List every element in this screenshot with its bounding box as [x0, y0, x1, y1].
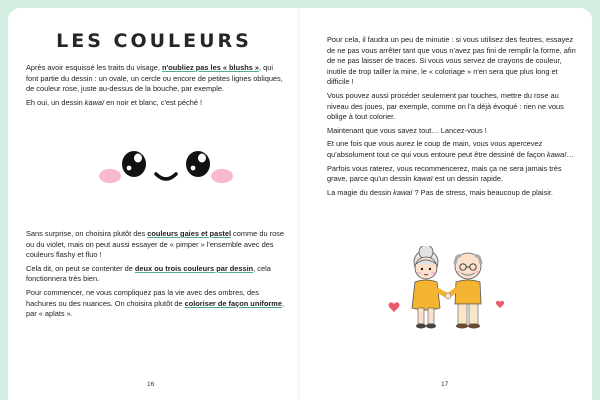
page-title: LES COULEURS [56, 30, 252, 52]
text: comme du rose ou du violet, mais on peut aussi essayer de « pimper » l'ensemble avec des couleurs flashy et fluo ! [26, 229, 284, 260]
text: Eh oui, un dessin [26, 97, 85, 107]
left-text-top [26, 63, 286, 111]
right-page [300, 8, 592, 400]
paragraph: Pour cela, il faudra un peu de minutie : si vous utilisez des feutres, essayez de ne pas vous arrêter tant que vous n'avez pas fini de remplir la forme, afin de ne pas laisser de traces. Si vous vous servez de crayons de couleur, inutile de trop tailler la mine, le « coloriage » n'en sera que plus long et difficile ! [327, 35, 576, 87]
italic-text: kawaï [393, 187, 413, 197]
left-eye [122, 151, 146, 177]
paragraph [26, 288, 288, 320]
elderly-couple-illustration [388, 246, 508, 338]
paragraph: Vous pouvez aussi procéder seulement par touches, mettre du rose au niveau des joues, par exemple, comme on l'a déjà évoqué : rien ne vous oblige à tout colorier. [327, 90, 564, 122]
text: Après avoir esquissé les traits du visage, [26, 63, 162, 72]
text: , cela fonctionnera très bien. [26, 263, 271, 284]
paragraph [26, 229, 288, 261]
text: ? Pas de stress, mais beaucoup de plaisir. [412, 187, 553, 197]
text: … [566, 149, 574, 159]
right-eye [186, 151, 210, 177]
paragraph: Maintenant que vous savez tout… Lancez-vous ! [327, 125, 487, 135]
italic-text: kawaï [413, 174, 433, 184]
text: en noir et blanc, c'est péché ! [104, 97, 203, 107]
paragraph [327, 139, 579, 160]
kawaii-face-illustration [96, 144, 236, 194]
paragraph [26, 98, 286, 109]
highlight-text: deux ou trois couleurs par dessin [134, 263, 254, 273]
highlight-text: couleurs gaies et pastel [147, 229, 231, 238]
text: Cela dit, on peut se contenter de [26, 263, 135, 273]
left-blush [99, 169, 121, 183]
text: Sans surprise, on choisira plutôt des [26, 229, 148, 238]
left-page [8, 8, 300, 400]
highlight-text: n'oubliez pas les « blushs » [161, 63, 260, 72]
italic-text: kawaï [84, 97, 105, 107]
paragraph [327, 188, 579, 199]
paragraph [26, 63, 286, 95]
text: est un dessin rapide. [432, 174, 504, 184]
left-text-bottom [26, 229, 288, 323]
text: Pour commencer, ne vous compliquez pas la vie avec des ombres, des hachures ou des nuances. On choisira plutôt de [26, 287, 259, 308]
text: La magie du dessin [327, 187, 394, 197]
heart-icon [389, 302, 400, 312]
grandma-figure [412, 246, 448, 329]
paragraph [26, 264, 288, 285]
paragraph [327, 164, 579, 185]
text: , qui font partie du dessin : un ovale, un cercle ou encore de petites lignes obliques, de couleur rose, juste au-dessus de la bouche, par exemple. [26, 63, 283, 94]
heart-icon [496, 301, 504, 308]
right-text [327, 35, 579, 201]
text: , par « aplats ». [26, 298, 284, 319]
text: Et une fois que vous aurez le coup de main, vous vous apercevez qu'absolument tout ce qui vous entoure peut être dessiné de façon [327, 139, 547, 159]
right-blush [211, 169, 233, 183]
highlight-text: coloriser de façon uniforme [184, 298, 282, 308]
page-number: 16 [147, 381, 155, 388]
italic-text: kawaï [547, 149, 567, 159]
text: Parfois vous raterez, vous recommencerez, mais ça ne sera jamais très grave, parce qu'un dessin [327, 163, 562, 184]
grandpa-figure [445, 253, 481, 329]
page-number: 17 [441, 381, 449, 388]
mouth [156, 174, 176, 179]
